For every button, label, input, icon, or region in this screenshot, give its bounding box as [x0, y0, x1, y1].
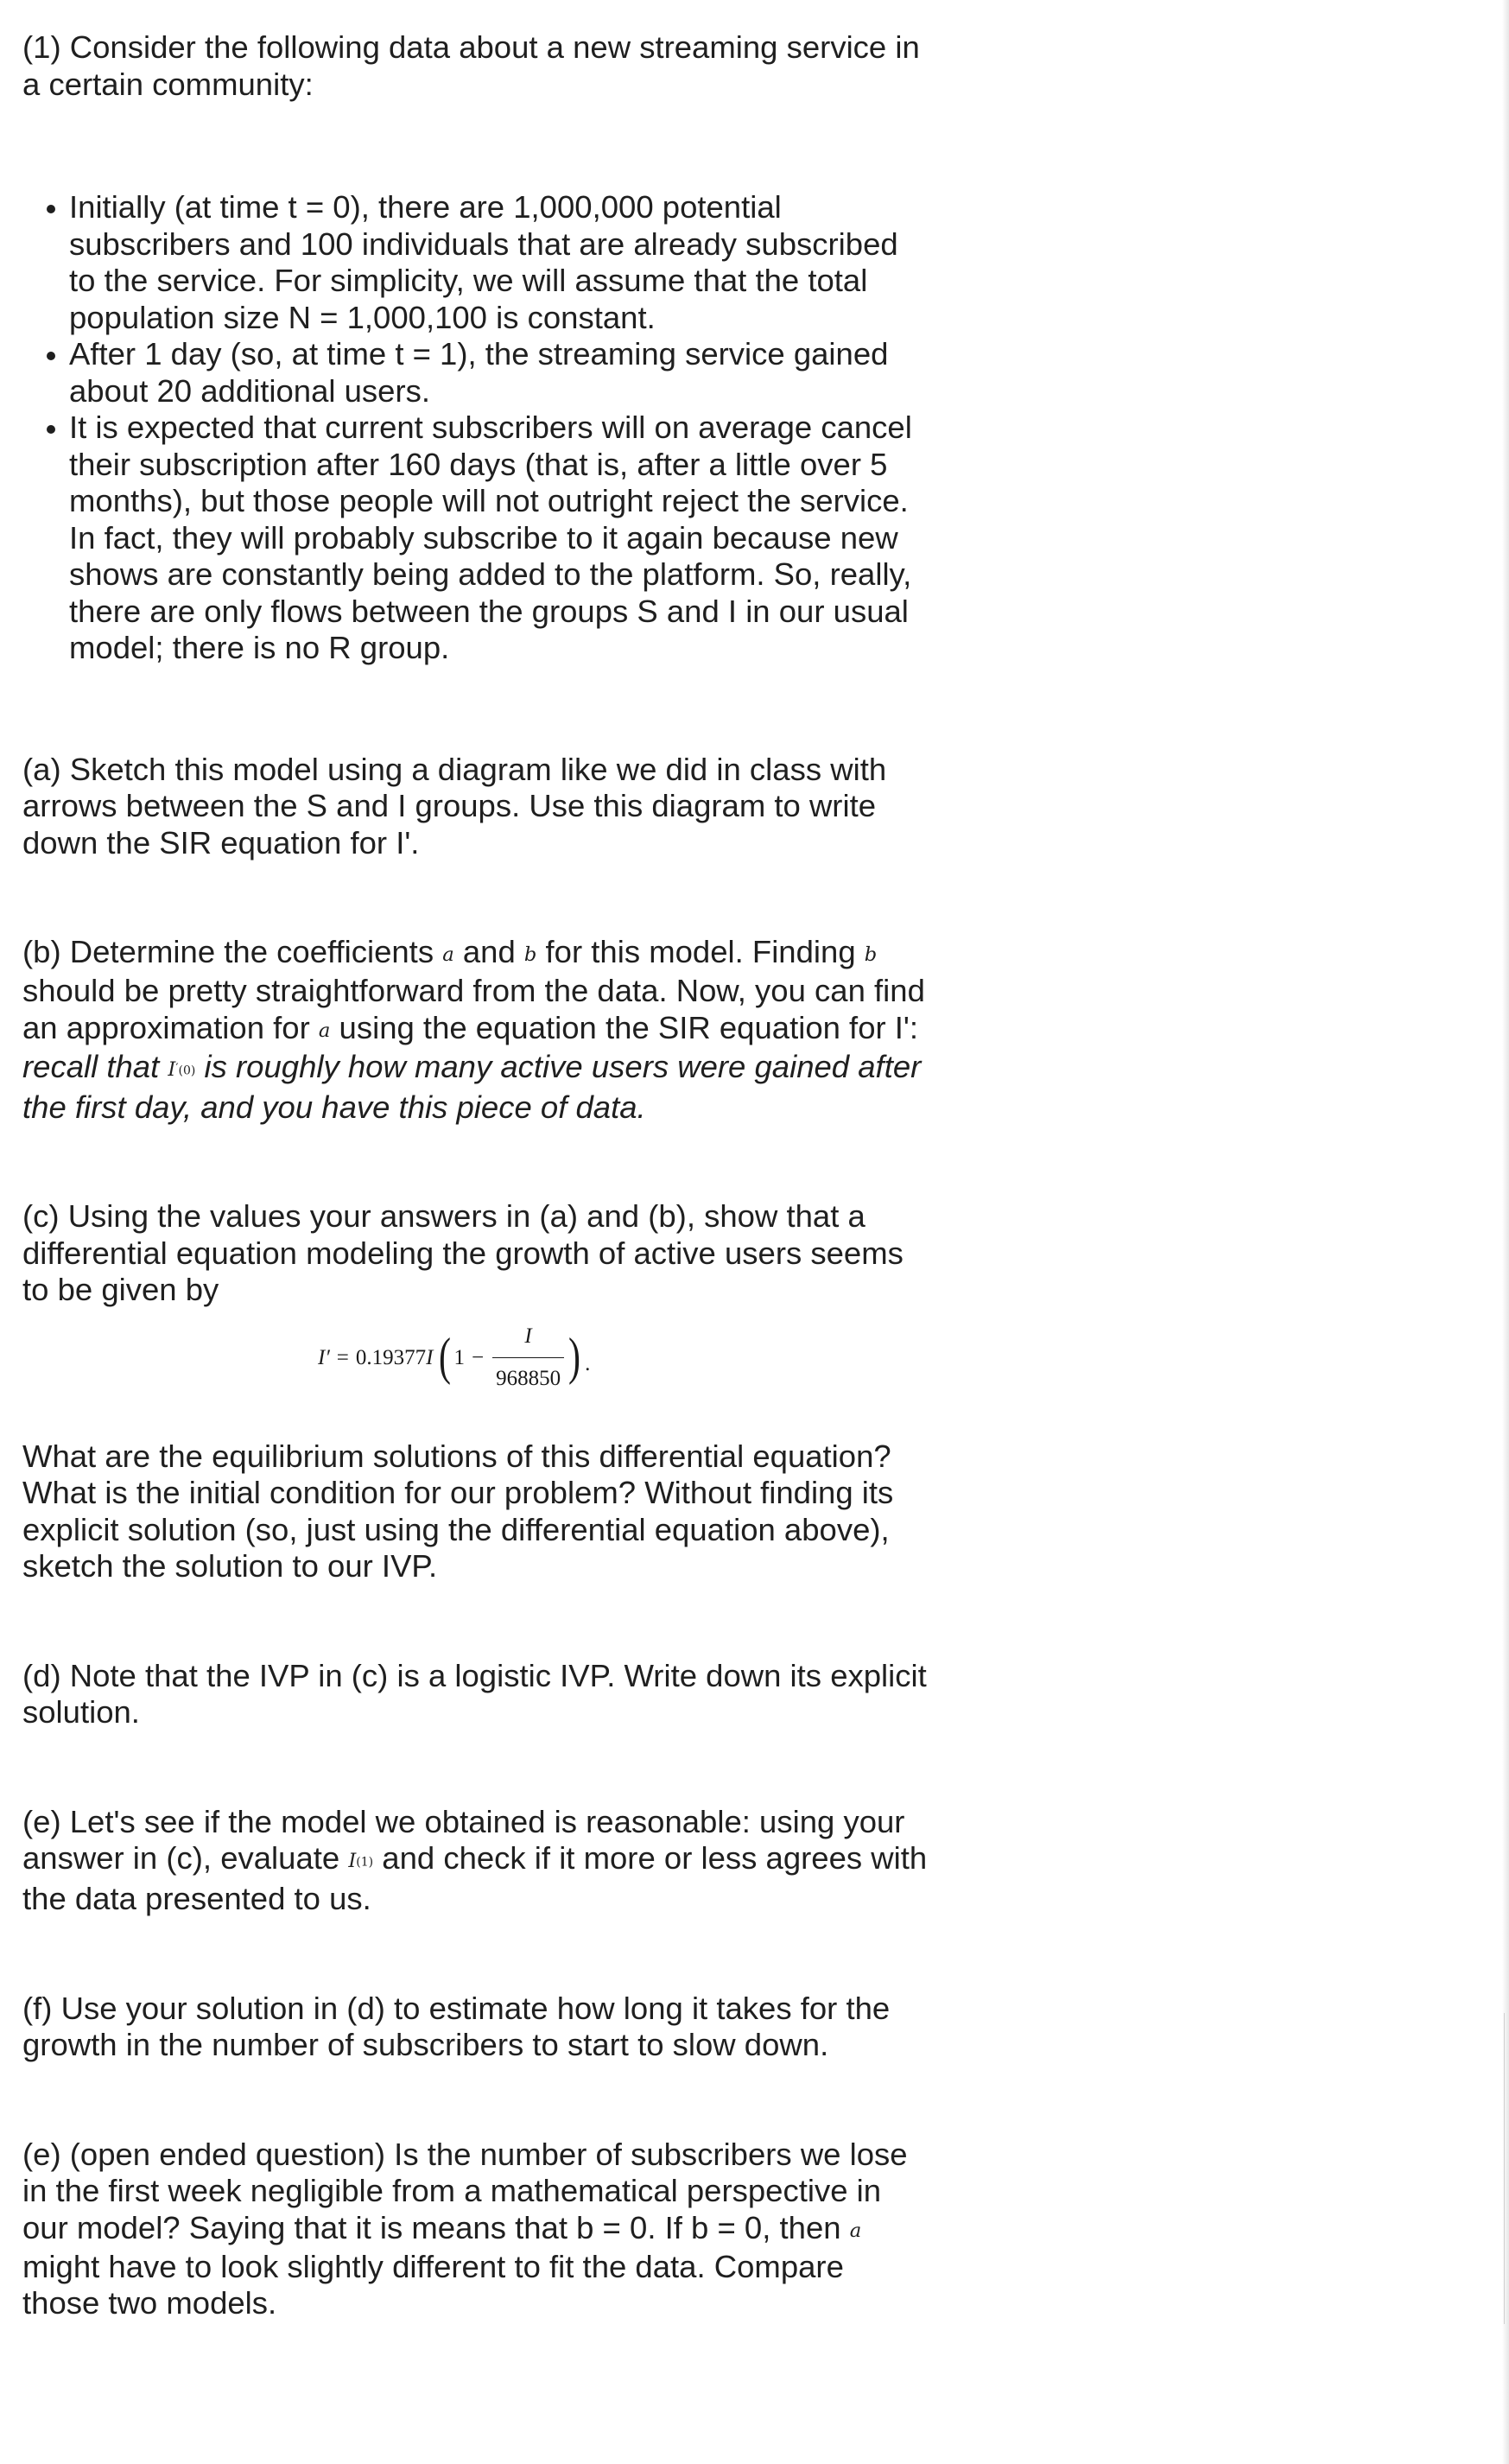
- bullet-text: Initially (at time t = 0), there are 1,000,000 potential subscribers and 100 individuals that are already subscribed to the service. For simplicity, we will assume that the total population size N = 1,000,100 is constant.: [69, 189, 898, 335]
- bullet-icon: [47, 425, 55, 434]
- bullet-text: It is expected that current subscribers will on average cancel their subscription after 160 days (that is, after a little over 5 months), but those people will not outright reject the service. In fact, they will probably subscribe to it again because new shows are constantly being added to the platform. So, really, there are only flows between the groups S and I in our usual model; there is no R group.: [69, 410, 912, 665]
- document-body: [22, 29, 929, 2322]
- question-a: (a) Sketch this model using a diagram like we did in class with arrows between the S and I groups. Use this diagram to write down the SIR equation for I'.: [22, 751, 887, 860]
- math-b: b: [523, 943, 537, 966]
- question-c: (c) Using the values your answers in (a) and (b), show that a differential equation modeling the growth of active users seems to be given by: [22, 1198, 903, 1308]
- question-e: (e) Let's see if the model we obtained is reasonable: using your answer in (c), evaluate I(1) and check if it more or less agrees with the data presented to us.: [22, 1803, 928, 1917]
- right-paren: ): [568, 1327, 581, 1385]
- math-a: a: [849, 2219, 862, 2242]
- math-b: b: [864, 943, 878, 966]
- logistic-equation: I′ = 0.19377 I ( 1 − $\frac{I}{968850}$ ) .: [318, 1328, 929, 1388]
- question-e-open-ended: (e) (open ended question) Is the number of subscribers we lose in the first week negligible from a mathematical perspective in our model? Saying that it is means that b = 0. If b = 0, then a might have to look slightly different to fit the data. Compare those two models.: [22, 2136, 908, 2321]
- math-a: a: [318, 1019, 331, 1042]
- page-edge-shadow: [1502, 0, 1509, 2464]
- list-item: [22, 336, 929, 410]
- math-I-1: I(1): [348, 1850, 374, 1873]
- left-paren: (: [439, 1327, 452, 1385]
- bullet-text: After 1 day (so, at time t = 1), the streaming service gained about 20 additional users.: [69, 336, 889, 409]
- fraction: $\frac{I}{968850}$: [492, 1318, 564, 1398]
- math-I-prime-0: I′(0): [168, 1057, 196, 1081]
- question-c-followup: What are the equilibrium solutions of this differential equation? What is the initial condition for our problem? Without finding its explicit solution (so, just using the differential equation above), sketch the solution to our IVP.: [22, 1438, 894, 1584]
- question-b: (b) Determine the coefficients a and b for this model. Finding b should be pretty straightforward from the data. Now, you can find an approximation for a using the equation the SIR equation for I': recall that I′(0) is roughly how many active users were gained after the first day, and you have this piece of data.: [22, 934, 925, 1125]
- question-f: (f) Use your solution in (d) to estimate how long it takes for the growth in the number of subscribers to start to slow down.: [22, 1990, 891, 2063]
- list-item: [22, 189, 929, 336]
- list-item: [22, 410, 929, 667]
- math-a: a: [442, 943, 454, 966]
- bullet-icon: [47, 352, 55, 360]
- data-bullet-list: [22, 189, 929, 667]
- question-d: (d) Note that the IVP in (c) is a logistic IVP. Write down its explicit solution.: [22, 1657, 927, 1731]
- bullet-icon: [47, 205, 55, 213]
- problem-intro: (1) Consider the following data about a new streaming service in a certain community:: [22, 29, 920, 102]
